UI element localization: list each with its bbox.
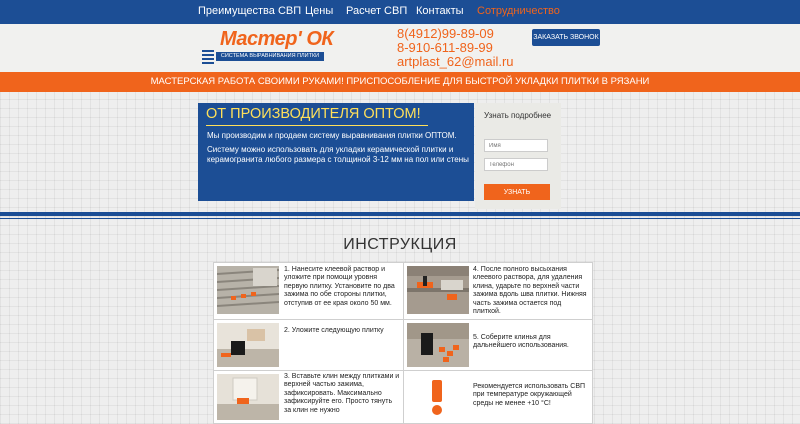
- promo-paragraph: Систему можно использовать для укладки керамической плитки и керамогранита любого размера с толщиной 3-12 мм на пол или стены: [207, 145, 469, 164]
- step-5-image: [407, 323, 469, 367]
- step-4-image: [407, 266, 469, 314]
- name-input[interactable]: [484, 139, 548, 152]
- wholesale-promo: [198, 103, 474, 201]
- nav-item-contacts[interactable]: Контакты: [416, 5, 464, 17]
- instruction-step: [214, 263, 403, 319]
- instructions-title: ИНСТРУКЦИЯ: [343, 236, 457, 253]
- email-link[interactable]: artplast_62@mail.ru: [397, 54, 514, 69]
- header: [0, 24, 800, 72]
- nav-item-calculation[interactable]: Расчет СВП: [346, 5, 408, 17]
- request-callback-button[interactable]: ЗАКАЗАТЬ ЗВОНОК: [532, 29, 600, 46]
- temperature-warning: [404, 371, 592, 423]
- nav-item-advantages[interactable]: Преимущества СВП: [198, 5, 302, 17]
- submit-button[interactable]: УЗНАТЬ: [484, 184, 550, 200]
- promo-description: [207, 131, 469, 169]
- form-title: Узнать подробнее: [484, 111, 552, 120]
- promo-paragraph: Мы производим и продаем систему выравнивания плитки ОПТОМ.: [207, 131, 457, 140]
- promo-title: ОТ ПРОИЗВОДИТЕЛЯ ОПТОМ!: [206, 106, 421, 122]
- slogan-banner: МАСТЕРСКАЯ РАБОТА СВОИМИ РУКАМИ! ПРИСПОСОБЛЕНИЕ ДЛЯ БЫСТРОЙ УКЛАДКИ ПЛИТКИ В РЯЗАНИ: [0, 72, 800, 92]
- logo[interactable]: [202, 28, 334, 66]
- instruction-step: [214, 371, 403, 423]
- instruction-step: [404, 263, 592, 319]
- instruction-step: [214, 320, 403, 370]
- step-text: 2. Уложите следующую плитку: [284, 327, 384, 334]
- logo-stripes: [202, 50, 214, 64]
- logo-title: Мастер' ОК: [220, 28, 334, 50]
- nav-item-cooperation[interactable]: Сотрудничество: [477, 5, 560, 17]
- nav-item-prices[interactable]: Цены: [305, 5, 334, 17]
- step-text: 3. Вставьте клин между плитками и верхней частью зажима, зафиксировать. Максимально зафиксируйте его. Просто тянуть за клин не нужно: [284, 373, 400, 414]
- step-3-image: [217, 374, 279, 420]
- top-navigation: [0, 0, 800, 24]
- step-text: 5. Соберите клинья для дальнейшего использования.: [473, 334, 569, 350]
- lead-form: [475, 103, 561, 209]
- step-1-image: [217, 266, 279, 314]
- promo-title-underline: [206, 125, 428, 126]
- step-text: 4. После полного высыхания клеевого раствора, для удаления клина, ударьте по верхней части зажима вдоль шва плитки. Нижняя часть зажима остается под плиткой.: [473, 266, 587, 316]
- phone-secondary[interactable]: 8-910-611-89-99: [397, 40, 493, 55]
- step-2-image: [217, 323, 279, 367]
- phone-input[interactable]: [484, 158, 548, 171]
- step-text: 1. Нанесите клеевой раствор и уложите при помощи уровня первую плитку. Установите по два зажима по обе стороны плитки, отступив от ее края около 50 мм.: [284, 266, 395, 307]
- contact-info: [397, 27, 514, 69]
- section-divider-thin: [0, 218, 800, 219]
- instruction-step: [404, 320, 592, 370]
- step-text: Рекомендуется использовать СВП при температуре окружающей среды не менее +10 °С!: [473, 383, 586, 407]
- logo-subtitle: СИСТЕМА ВЫРАВНИВАНИЯ ПЛИТКИ: [216, 52, 324, 61]
- phone-primary[interactable]: 8(4912)99-89-09: [397, 26, 494, 41]
- section-divider: [0, 212, 800, 216]
- warning-icon: [407, 374, 469, 420]
- instructions-table: [213, 262, 593, 424]
